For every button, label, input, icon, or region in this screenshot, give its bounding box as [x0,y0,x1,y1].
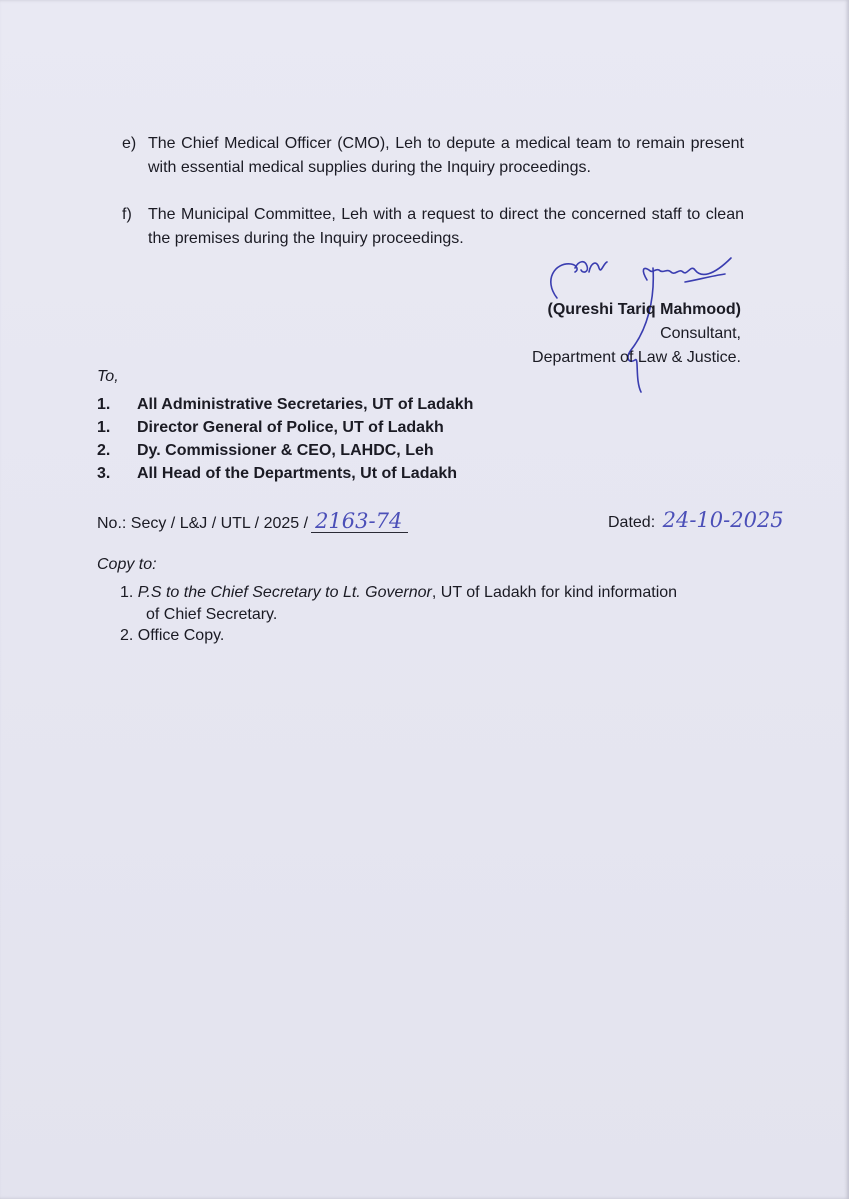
clause-e-label: e) [122,135,137,152]
date-label: Dated: [608,514,656,531]
recipient-name: All Head of the Departments, Ut of Ladakh [137,465,458,482]
clause-f-text: The Municipal Committee, Leh with a request to direct the concerned staff to clean the premises during the Inquiry proceedings. [148,206,744,247]
copy-item-number: 2. [120,627,134,644]
copy-item [120,625,740,647]
copy-item [120,582,740,626]
recipient-item [97,439,577,463]
signatory-designation: Consultant, [660,325,741,342]
signatory-department: Department of Law & Justice. [532,349,741,366]
clause-e [122,132,744,180]
clause-f-label: f) [122,206,132,223]
recipient-number: 2. [97,442,111,459]
recipient-number: 1. [97,419,111,436]
recipient-name: All Administrative Secretaries, UT of Ladakh [137,396,474,413]
to-heading: To, [97,368,119,385]
copy-item-continuation: of Chief Secretary. [146,606,278,623]
reference-number [97,510,408,533]
date-line [608,508,784,532]
clause-f [122,203,744,251]
date-handwritten-value: 24-10-2025 [662,508,784,532]
clause-e-text: The Chief Medical Officer (CMO), Leh to depute a medical team to remain present with essential medical supplies during the Inquiry proceedings. [148,135,744,176]
recipient-name: Director General of Police, UT of Ladakh [137,419,444,436]
recipient-item [97,462,577,486]
recipient-name: Dy. Commissioner & CEO, LAHDC, Leh [137,442,434,459]
copy-item-italic-text: P.S to the Chief Secretary to Lt. Governor [137,584,432,601]
copy-item-number: 1. [120,584,134,601]
recipient-number: 3. [97,465,111,482]
signatory-name: (Qureshi Tariq Mahmood) [547,301,741,318]
reference-prefix: No.: Secy / L&J / UTL / 2025 / [97,515,309,532]
copy-item-text: , UT of Ladakh for kind information [431,584,678,601]
recipient-list [97,393,577,489]
recipient-item [97,393,577,417]
copy-item-text: Office Copy. [137,627,225,644]
reference-handwritten-number: 2163-74 [311,510,408,533]
recipient-item [97,416,577,440]
recipient-number: 1. [97,396,111,413]
signatory-block [480,298,741,370]
copy-to-heading: Copy to: [97,556,157,573]
